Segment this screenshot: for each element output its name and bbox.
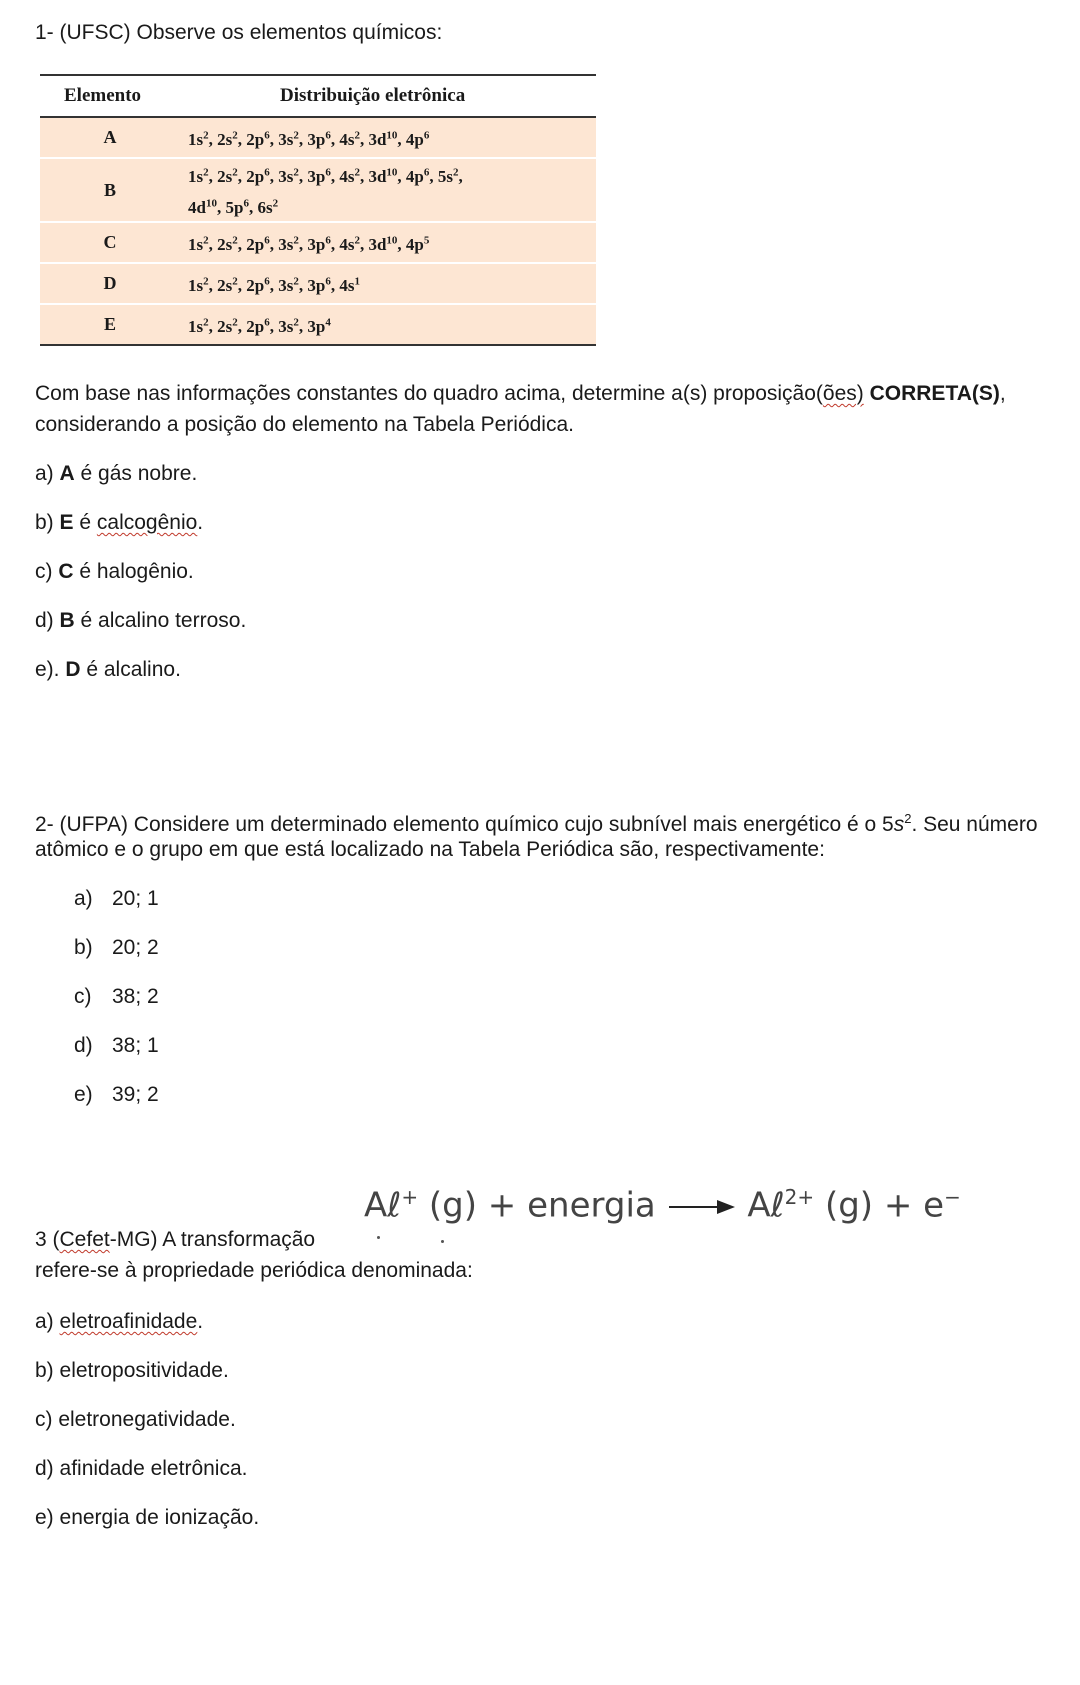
formula-dot	[377, 1236, 380, 1239]
option-element: D	[65, 658, 81, 681]
option-text: eletropositividade.	[59, 1359, 229, 1382]
orbital-term: $2s^2$	[217, 234, 238, 254]
formula-electron-charge: −	[944, 1185, 961, 1209]
option-text: 38; 2	[112, 985, 159, 1008]
orbital-term: $2p^6$	[246, 234, 270, 254]
q2-option	[74, 886, 159, 912]
q2-option	[74, 1033, 159, 1059]
element-cell: E	[40, 304, 180, 345]
table-row	[40, 222, 596, 263]
option-text: 20; 2	[112, 936, 159, 959]
option-element: B	[59, 609, 75, 632]
formula-right-state: (g) + e	[814, 1185, 945, 1226]
option-label: a)	[35, 462, 60, 485]
header-distribution: Distribuição eletrônica	[180, 75, 596, 117]
orbital-term: $3p^6$	[307, 275, 331, 295]
orbital-term: $4s^2$	[339, 129, 360, 149]
option-text: energia de ionização.	[59, 1506, 260, 1529]
header-element: Elemento	[40, 75, 180, 117]
option-text: 20; 1	[112, 887, 159, 910]
element-cell: A	[40, 117, 180, 158]
q3-option	[35, 1407, 236, 1433]
q3-line2: refere-se à propriedade periódica denominada:	[35, 1259, 473, 1282]
orbital-term: $5p^6$	[225, 197, 249, 217]
orbital-term: $3s^2$	[278, 316, 299, 336]
formula-right-charge: 2+	[784, 1185, 815, 1209]
element-cell: D	[40, 263, 180, 304]
option-text: é gás nobre.	[74, 462, 198, 485]
orbital-term: $4d^{10}$	[188, 197, 217, 217]
element-cell: B	[40, 158, 180, 222]
option-text: é alcalino terroso.	[74, 609, 247, 632]
option-label: c)	[35, 560, 59, 583]
table-row	[40, 263, 596, 304]
orbital-term: $2p^6$	[246, 129, 270, 149]
q2-line1-text: 2- (UFPA) Considere um determinado elemento químico cujo subnível mais energético é o 5	[35, 813, 894, 836]
orbital-term: $6s^2$	[257, 197, 279, 217]
config-cell: $1s^2$, $2s^2$, $2p^6$, $3s^2$, $3p^6$, $4s^1$	[180, 263, 596, 304]
orbital-term: $1s^2$	[188, 316, 209, 336]
config-cell: $1s^2$, $2s^2$, $2p^6$, $3s^2$, $3p^4$	[180, 304, 596, 345]
option-label: e)	[74, 1083, 93, 1106]
q1-option	[35, 559, 194, 585]
orbital-term: $3s^2$	[278, 166, 299, 186]
q1-title: 1- (UFSC) Observe os elementos químicos:	[35, 21, 443, 44]
q1-intro-squiggle: ões)	[822, 382, 864, 405]
q3-line1-text: 3 (	[35, 1228, 60, 1251]
option-squiggle: eletroafinidade	[59, 1310, 198, 1333]
table-row	[40, 304, 596, 345]
orbital-term: $4s^2$	[339, 234, 360, 254]
option-text: é	[73, 511, 97, 534]
orbital-term: $3d^{10}$	[368, 166, 398, 186]
option-text: 39; 2	[112, 1083, 159, 1106]
orbital-term: $4p^5$	[405, 234, 430, 254]
orbital-term: $3p^6$	[307, 166, 331, 186]
orbital-term: $3p^6$	[307, 234, 331, 254]
orbital-term: $2s^2$	[217, 275, 238, 295]
q1-intro-bold: CORRETA(S)	[863, 382, 1000, 405]
option-text: 38; 1	[112, 1034, 159, 1057]
orbital-term: $3p^4$	[307, 316, 331, 336]
electron-config-table	[40, 74, 596, 346]
option-label: e).	[35, 658, 66, 681]
q2-option	[74, 1082, 159, 1108]
option-label: a)	[74, 887, 93, 910]
orbital-term: $2p^6$	[246, 166, 270, 186]
option-end: .	[197, 1310, 204, 1333]
orbital-term: $3d^{10}$	[368, 129, 398, 149]
option-element: C	[58, 560, 74, 583]
config-cell: $1s^2$, $2s^2$, $2p^6$, $3s^2$, $3p^6$, $4s^2$, $3d^{10}$, $4p^6$	[180, 117, 596, 158]
orbital-term: $1s^2$	[188, 129, 209, 149]
orbital-term: $2s^2$	[217, 316, 238, 336]
option-label: d)	[74, 1034, 93, 1057]
formula-dot	[441, 1240, 444, 1243]
config-cell: $1s^2$, $2s^2$, $2p^6$, $3s^2$, $3p^6$, $4s^2$, $3d^{10}$, $4p^6$, $5s^2$, $4d^{10}$, $5p^6$, $6s^2$	[180, 158, 596, 222]
option-label: b)	[74, 936, 93, 959]
option-squiggle: calcogênio	[96, 511, 198, 534]
orbital-term: $1s^2$	[188, 166, 209, 186]
option-text: eletronegatividade.	[58, 1408, 236, 1431]
orbital-term: $3s^2$	[278, 275, 299, 295]
q2-line1-exp: 2	[904, 811, 912, 826]
option-label: b)	[35, 511, 60, 534]
option-label: d)	[35, 1457, 60, 1480]
option-label: e)	[35, 1506, 60, 1529]
orbital-term: $4p^6$	[405, 166, 430, 186]
q3-line1-end: -MG) A transformação	[109, 1228, 316, 1251]
q3-line1	[35, 1227, 315, 1253]
orbital-term: $2s^2$	[217, 166, 238, 186]
orbital-term: $3d^{10}$	[368, 234, 398, 254]
q2-option	[74, 935, 159, 961]
q2-line1-end: . Seu número	[911, 813, 1038, 836]
q1-intro-text: Com base nas informações constantes do quadro acima, determine a(s) proposição(	[35, 382, 823, 405]
q1-intro-line2: considerando a posição do elemento na Tabela Periódica.	[35, 413, 574, 436]
q1-intro-end: ,	[999, 382, 1006, 405]
option-label: b)	[35, 1359, 60, 1382]
q3-option	[35, 1505, 259, 1531]
reaction-arrow-icon	[667, 1197, 737, 1217]
q2-line2: atômico e o grupo em que está localizado na Tabela Periódica são, respectivamente:	[35, 838, 825, 861]
q1-option	[35, 608, 246, 634]
q1-option	[35, 461, 197, 487]
orbital-term: $3p^6$	[307, 129, 331, 149]
formula-left-charge: +	[401, 1185, 419, 1209]
orbital-term: $2s^2$	[217, 129, 238, 149]
option-label: c)	[74, 985, 92, 1008]
q1-intro-line1	[35, 381, 1006, 407]
formula-right-symbol: Aℓ	[747, 1185, 785, 1226]
config-cell: $1s^2$, $2s^2$, $2p^6$, $3s^2$, $3p^6$, $4s^2$, $3d^{10}$, $4p^5$	[180, 222, 596, 263]
q1-option	[35, 510, 203, 536]
option-element: A	[59, 462, 75, 485]
option-text: afinidade eletrônica.	[59, 1457, 248, 1480]
q1-option	[35, 657, 181, 683]
orbital-term: $2p^6$	[246, 275, 270, 295]
orbital-term: $2p^6$	[246, 316, 270, 336]
orbital-term: $1s^2$	[188, 234, 209, 254]
orbital-term: $4s^2$	[339, 166, 360, 186]
element-cell: C	[40, 222, 180, 263]
formula-left-state: (g) + energia	[418, 1185, 656, 1226]
option-end: .	[197, 511, 204, 534]
q2-line1	[35, 806, 1038, 838]
orbital-term: $4p^6$	[405, 129, 430, 149]
q3-option	[35, 1309, 203, 1335]
option-label: c)	[35, 1408, 59, 1431]
orbital-term: $4s^1$	[339, 275, 360, 295]
option-element: E	[59, 511, 74, 534]
ionization-formula	[364, 1185, 961, 1225]
option-text: é halogênio.	[73, 560, 194, 583]
q2-line1-s: s	[893, 813, 905, 836]
q3-line1-squiggle: Cefet	[59, 1228, 110, 1251]
q3-option	[35, 1358, 229, 1384]
option-label: a)	[35, 1310, 60, 1333]
table-row	[40, 117, 596, 158]
table-row	[40, 158, 596, 222]
orbital-term: $1s^2$	[188, 275, 209, 295]
formula-left-symbol: Aℓ	[364, 1185, 402, 1226]
table-header-row	[40, 75, 596, 117]
orbital-term: $3s^2$	[278, 234, 299, 254]
q2-option	[74, 984, 159, 1010]
option-label: d)	[35, 609, 60, 632]
q3-option	[35, 1456, 247, 1482]
orbital-term: $5s^2$	[437, 166, 459, 186]
option-text: é alcalino.	[80, 658, 181, 681]
orbital-term: $3s^2$	[278, 129, 299, 149]
